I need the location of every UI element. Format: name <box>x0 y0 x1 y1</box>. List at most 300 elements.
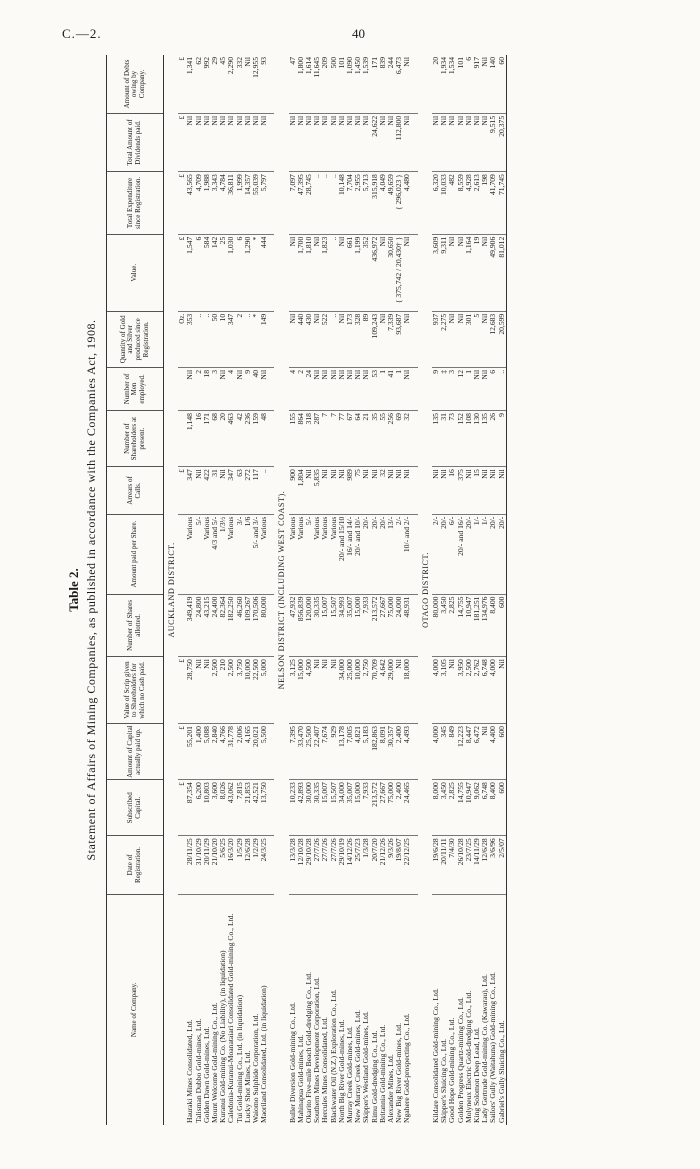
table-cell: 36,811 <box>227 172 235 235</box>
table-cell: 75,000 <box>387 780 395 836</box>
table-cell: 25/7/23 <box>354 836 362 894</box>
table-cell: 8,026 <box>219 780 227 836</box>
table-cell: 2,290 <box>227 55 235 113</box>
table-cell: 140 <box>489 55 497 113</box>
table-cell: 989 <box>346 467 354 514</box>
table-cell: 301 <box>465 311 473 367</box>
table-cell: Nil <box>289 311 297 367</box>
table-cell: 75,000 <box>387 594 395 657</box>
table-cell: 89 <box>362 311 370 367</box>
table-cell: 422 <box>203 467 211 514</box>
table-cell: 6,200 <box>195 780 203 836</box>
table-cell: Nil <box>346 367 354 410</box>
table-row <box>387 55 395 1125</box>
table-cell: Nil <box>481 113 489 171</box>
company-name: Rimu Gold-dredging Co., Ltd. <box>369 1030 379 1123</box>
table-cell: Nil <box>481 724 489 780</box>
table-cell: 1/3½ <box>219 514 227 594</box>
table-cell: 2,006 <box>236 724 244 780</box>
table-cell: 71,745 <box>498 172 507 235</box>
table-cell: 1,341 <box>186 55 194 113</box>
table-cell: 5,088 <box>203 724 211 780</box>
table-cell: 1,164 <box>465 234 473 311</box>
table-cell: 25,000 <box>346 657 354 724</box>
table-cell: 20/- and 16/- <box>457 514 465 594</box>
table-cell: 49,659 <box>387 172 395 235</box>
table-cell: 30,335 <box>313 594 321 657</box>
table-cell: 9/3/26 <box>387 836 395 894</box>
table-cell: 22,500 <box>252 657 260 724</box>
table-cell: 6,473 <box>395 55 403 113</box>
table-cell: 18,000 <box>403 657 411 724</box>
district-heading: AUCKLAND DISTRICT. <box>167 542 176 638</box>
table-cell: Nil <box>195 113 203 171</box>
table-cell: 6 <box>195 234 203 311</box>
table-cell: 3/6/96 <box>489 836 497 894</box>
table-cell: .. <box>244 311 252 367</box>
table-cell: 30,335 <box>313 780 321 836</box>
table-cell: 12/6/28 <box>244 836 252 894</box>
table-cell: 23/7/25 <box>465 836 473 894</box>
table-cell: 7,815 <box>236 780 244 836</box>
header-row <box>107 55 164 1125</box>
table-cell: 40 <box>252 367 260 410</box>
table-cell: 170,506 <box>252 594 260 657</box>
table-cell: 21/12/26 <box>379 836 387 894</box>
table-cell: Nil <box>338 367 346 410</box>
table-cell: 24,465 <box>403 780 411 836</box>
table-cell: 24 <box>305 367 313 410</box>
table-row <box>481 55 489 1125</box>
table-cell: 430 <box>305 311 313 367</box>
column-header: Number of Shares allotted. <box>107 594 164 657</box>
table-cell: 7/4/30 <box>448 836 456 894</box>
table-cell: 1,614 <box>305 55 313 113</box>
table-cell: 171 <box>203 411 211 467</box>
table-cell: 19/8/07 <box>395 836 403 894</box>
table-cell: Nil <box>473 367 481 410</box>
table-cell: 2,840 <box>211 724 219 780</box>
table-cell: 13/3/28 <box>289 836 297 894</box>
table-row <box>305 55 313 1125</box>
table-cell: 20,599 <box>498 311 507 367</box>
company-name: Tui Gold-mining Co., Ltd. (in liquidation) <box>234 995 244 1123</box>
table-cell: 34,000 <box>338 780 346 836</box>
table-cell: Nil <box>244 113 252 171</box>
table-cell: 10,233 <box>289 780 297 836</box>
statement-title: Statement of Affairs of Mining Companies, as published in accordance with the Companies Act, 1908. <box>84 319 98 861</box>
table-cell: Various <box>203 514 211 594</box>
table-cell: 31/10/29 <box>195 836 203 894</box>
table-cell: 5 <box>473 311 481 367</box>
table-label: Table 2. <box>66 568 81 612</box>
table-cell: 2,400 <box>395 780 403 836</box>
table-cell: 15,007 <box>321 594 329 657</box>
table-cell: Nil <box>379 311 387 367</box>
table-cell: 42,521 <box>252 780 260 836</box>
table-cell: 171 <box>371 55 379 113</box>
table-cell: 256 <box>387 411 395 467</box>
table-cell: 35,007 <box>346 780 354 836</box>
table-cell: 28,750 <box>186 657 194 724</box>
table-cell: 3 <box>448 367 456 410</box>
table-cell: 50 <box>211 311 219 367</box>
table-cell: Nil <box>481 55 489 113</box>
table-row <box>330 55 338 1125</box>
table-cell: Nil <box>481 234 489 311</box>
table-row <box>498 55 507 1125</box>
table-cell: 173 <box>346 311 354 367</box>
table-cell: Nil <box>330 657 338 724</box>
table-row <box>379 55 387 1125</box>
company-name: Golden Progress Quartz-mining Co., Ltd. <box>455 997 465 1123</box>
column-header: Number of Shareholders at present. <box>107 411 164 467</box>
table-cell: 10,947 <box>465 594 473 657</box>
table-cell: 353 <box>186 311 194 367</box>
table-cell: Nil <box>354 113 362 171</box>
table-cell: 42 <box>236 411 244 467</box>
table-cell: 15,000 <box>354 594 362 657</box>
table-cell: 839 <box>379 55 387 113</box>
table-cell: Nil <box>379 234 387 311</box>
table-cell: 63 <box>236 467 244 514</box>
table-cell: 500 <box>330 55 338 113</box>
table-cell: 661 <box>346 234 354 311</box>
table-cell: Nil <box>195 657 203 724</box>
table-cell: 5/6/25 <box>219 836 227 894</box>
table-cell: Nil <box>498 657 507 724</box>
table-cell: Various <box>260 514 268 594</box>
table-cell: { 296,023 } <box>395 172 403 235</box>
table-row <box>465 55 473 1125</box>
table-row <box>227 55 235 1125</box>
table-cell: 159 <box>252 411 260 467</box>
company-name: Caledonia-Kuranui-Moanataiari Consolidated Gold-mining Co., Ltd. <box>226 913 236 1123</box>
unit-cell: £ <box>178 657 186 724</box>
table-cell: 9 <box>432 367 440 410</box>
table-cell: 4 <box>227 367 235 410</box>
table-cell: 152 <box>457 411 465 467</box>
table-cell: 7 <box>321 411 329 467</box>
company-name: Buller Diversion Gold-mining Co., Ltd. <box>287 1002 297 1123</box>
company-name: Hauraki Mines Consolidated, Ltd. <box>185 1019 195 1123</box>
table-cell: 929 <box>330 724 338 780</box>
table-cell: 4,000 <box>432 657 440 724</box>
table-cell: 20/- and 10/- <box>354 514 362 594</box>
table-cell: 109,267 <box>244 594 252 657</box>
unit-cell: £ <box>178 780 186 836</box>
table-cell: 9 <box>498 411 507 467</box>
table-cell: 20/- <box>465 514 473 594</box>
column-header: Value. <box>107 234 164 311</box>
table-cell: 1,700 <box>297 234 305 311</box>
table-cell: 7,097 <box>289 172 297 235</box>
table-cell: Nil <box>395 467 403 514</box>
table-cell: 25,500 <box>305 724 313 780</box>
table-cell: Various <box>289 514 297 594</box>
table-cell: 15 <box>473 467 481 514</box>
table-row <box>195 55 203 1125</box>
table-cell: Nil <box>186 367 194 410</box>
table-cell: 55 <box>379 411 387 467</box>
table-cell: 4,000 <box>489 657 497 724</box>
table-cell: 19/6/28 <box>432 836 440 894</box>
table-cell: 12,683 <box>489 311 497 367</box>
table-cell: 2,500 <box>465 657 473 724</box>
district-heading: OTAGO DISTRICT. <box>420 552 430 628</box>
table-cell: Nil <box>403 467 411 514</box>
table-cell: 2/5/07 <box>498 836 507 894</box>
company-name: Lucky Shot Mines, Ltd. <box>242 1050 252 1123</box>
table-cell: Nil <box>321 113 329 171</box>
table-cell: 27/7/26 <box>330 836 338 894</box>
column-header: Number of Men employed. <box>107 367 164 410</box>
table-cell: Nil <box>186 113 194 171</box>
table-cell: 3,450 <box>440 780 448 836</box>
table-cell: 2,825 <box>448 594 456 657</box>
table-row <box>440 55 448 1125</box>
table-cell: 1/5/29 <box>236 836 244 894</box>
table-cell: 49,906 <box>489 234 497 311</box>
table-row <box>186 55 194 1125</box>
table-cell: 181,251 <box>473 594 481 657</box>
table-cell: Nil <box>321 367 329 410</box>
table-cell: 1,534 <box>448 55 456 113</box>
table-cell: 4,165 <box>244 724 252 780</box>
table-row <box>260 55 268 1125</box>
table-cell: .. <box>330 234 338 311</box>
table-cell: 77 <box>338 411 346 467</box>
table-cell: 14/12/26 <box>346 836 354 894</box>
table-cell: Nil <box>403 311 411 367</box>
table-row <box>244 55 252 1125</box>
table-cell: 20/- <box>440 514 448 594</box>
table-cell: 7,005 <box>346 724 354 780</box>
table-cell: 1,988 <box>203 172 211 235</box>
table-cell: 349,419 <box>186 594 194 657</box>
table-cell: 5/- <box>195 514 203 594</box>
table-cell: 26 <box>489 411 497 467</box>
district-heading: NELSON DISTRICT (INCLUDING WEST COAST). <box>277 490 287 690</box>
table-cell: 1,290 <box>244 234 252 311</box>
table-cell: 864 <box>297 411 305 467</box>
table-cell: Nil <box>498 467 507 514</box>
table-cell: 10,803 <box>203 780 211 836</box>
table-cell: 21 <box>362 411 370 467</box>
table-cell: 600 <box>498 780 507 836</box>
company-name: Blackwater Oil (N.Z.) Exploration Co., Ltd. <box>328 989 338 1123</box>
table-cell: 32 <box>403 411 411 467</box>
table-cell: 7,933 <box>362 780 370 836</box>
table-cell: 213,572 <box>371 594 379 657</box>
table-cell: .. <box>260 467 268 514</box>
table-cell: 3,609 <box>432 234 440 311</box>
table-cell: 48,931 <box>403 594 411 657</box>
table-cell: .. <box>321 172 329 235</box>
table-cell: 2/- <box>432 514 440 594</box>
table-cell: 440 <box>297 311 305 367</box>
table-cell: 4,493 <box>403 724 411 780</box>
table-cell: 27/7/26 <box>313 836 321 894</box>
table-cell: { 375,742 / 20,430† } <box>395 234 403 311</box>
table-cell: Nil <box>371 467 379 514</box>
unit-cell: £ <box>178 55 186 113</box>
table-cell: 2/- <box>395 514 403 594</box>
table-cell: Nil <box>362 367 370 410</box>
table-cell: 9 <box>244 367 252 410</box>
table-cell: 7,339 <box>387 311 395 367</box>
mining-companies-table <box>106 55 507 1125</box>
table-cell: Nil <box>362 467 370 514</box>
table-cell: 444 <box>260 234 268 311</box>
table-cell: 109,243 <box>371 311 379 367</box>
company-name: Mahinapua Gold-mines, Ltd. <box>295 1034 305 1123</box>
table-cell: 7 <box>330 411 338 467</box>
company-name: Molyneux Electric Gold-dredging Co., Ltd. <box>463 990 473 1123</box>
table-cell: 992 <box>203 55 211 113</box>
company-name: Okarito Five-mile Beach Gold-dredging Co., Ltd. <box>304 972 314 1123</box>
table-cell: 6 <box>236 234 244 311</box>
table-cell: 5,835 <box>313 467 321 514</box>
table-cell: Nil <box>465 113 473 171</box>
table-cell: Nil <box>313 657 321 724</box>
table-cell: 347 <box>227 467 235 514</box>
table-cell: 1/- <box>473 514 481 594</box>
table-cell: 5/- and 3/- <box>252 514 260 594</box>
company-name: Britannia Gold-mining Co., Ltd. <box>377 1024 387 1123</box>
table-cell: 347 <box>227 311 235 367</box>
rotated-table-page <box>62 55 682 1125</box>
table-cell: 5,797 <box>260 172 268 235</box>
table-cell: 20/11/11 <box>440 836 448 894</box>
table-cell: 1/3/28 <box>362 836 370 894</box>
table-cell: 6 <box>489 367 497 410</box>
table-cell: 31,778 <box>227 724 235 780</box>
table-cell: 16/3/20 <box>227 836 235 894</box>
table-cell: 10/- and 2/- <box>403 514 411 594</box>
table-cell: 34,000 <box>338 657 346 724</box>
table-cell: 93,687 <box>395 311 403 367</box>
table-cell: 1,450 <box>354 55 362 113</box>
table-cell: 3,450 <box>440 594 448 657</box>
table-cell: 2,500 <box>211 657 219 724</box>
table-cell: 213,572 <box>371 780 379 836</box>
table-cell: 15,007 <box>321 780 329 836</box>
table-cell: 35,007 <box>346 594 354 657</box>
table-cell: Nil <box>403 55 411 113</box>
table-cell: 108 <box>465 411 473 467</box>
table-cell: 12,955 <box>252 55 260 113</box>
column-header: Amount paid per Share. <box>107 514 164 594</box>
company-name: Ngahere Gold-prospecting Co., Ltd. <box>402 1013 412 1123</box>
company-name: Gabriel's Gully Sluicing Co., Ltd. <box>498 894 507 1125</box>
table-cell: 600 <box>498 594 507 657</box>
table-cell: Nil <box>219 113 227 171</box>
company-name: Kuranui Gold-mining Co. (No Liability), (in liquidation) <box>218 950 228 1123</box>
table-cell: .. <box>330 172 338 235</box>
table-cell: 47 <box>289 55 297 113</box>
company-name: New Murray Creek Gold-mines, Ltd. <box>353 1009 363 1123</box>
table-cell: Nil <box>465 467 473 514</box>
table-cell: 15,507 <box>330 780 338 836</box>
table-cell: 55,201 <box>186 724 194 780</box>
table-cell: 1,400 <box>195 724 203 780</box>
table-cell: 30,000 <box>305 780 313 836</box>
table-cell: Nil <box>195 467 203 514</box>
table-cell: 70,709 <box>371 657 379 724</box>
table-cell: Nil <box>403 367 411 410</box>
table-cell: 35 <box>371 411 379 467</box>
table-cell: 112,800 <box>395 113 403 171</box>
table-cell: 3,105 <box>440 657 448 724</box>
table-cell: 236 <box>244 411 252 467</box>
table-cell: 20/- <box>362 514 370 594</box>
table-cell: 849 <box>448 724 456 780</box>
table-cell: Nil <box>448 113 456 171</box>
table-cell: 73 <box>448 411 456 467</box>
table-cell: .. <box>330 311 338 367</box>
table-cell: 34,993 <box>338 594 346 657</box>
table-cell: Nil <box>219 467 227 514</box>
table-cell: 24,000 <box>395 594 403 657</box>
table-cell: Nil <box>321 467 329 514</box>
table-cell: Various <box>330 514 338 594</box>
table-row <box>457 55 465 1125</box>
table-cell: Nil <box>457 113 465 171</box>
table-cell: 30,650 <box>387 234 395 311</box>
company-name: Sailors' Gully (Waitahuna) Gold-mining Co., Ltd. <box>488 972 498 1123</box>
table-cell: 1,999 <box>236 172 244 235</box>
table-cell: Various <box>297 514 305 594</box>
units-row <box>178 55 186 1125</box>
table-cell: 142 <box>211 234 219 311</box>
table-cell: Nil <box>432 467 440 514</box>
table-cell: 1,804 <box>297 467 305 514</box>
table-cell: 5/- <box>305 514 313 594</box>
table-cell: 120,000 <box>305 594 313 657</box>
table-cell: 16/- and 14/- <box>346 514 354 594</box>
table-cell: 67 <box>346 411 354 467</box>
table-cell: Nil <box>338 234 346 311</box>
table-cell: Nil <box>321 657 329 724</box>
table-cell: 18 <box>203 367 211 410</box>
unit-cell: £ <box>178 467 186 514</box>
table-cell: 60 <box>498 55 507 113</box>
table-cell: 20/11/29 <box>203 836 211 894</box>
table-cell: * <box>252 234 260 311</box>
table-cell: Nil <box>203 113 211 171</box>
table-cell: 332 <box>236 55 244 113</box>
table-cell: 1/6 <box>244 514 252 594</box>
table-cell: 3,343 <box>211 172 219 235</box>
district-heading-row <box>274 55 288 1125</box>
table-cell: 2 <box>195 367 203 410</box>
table-cell: Nil <box>260 367 268 410</box>
table-cell: 9,515 <box>489 113 497 171</box>
table-cell: Nil <box>440 113 448 171</box>
table-cell: 7,674 <box>321 724 329 780</box>
table-cell: 4,480 <box>403 172 411 235</box>
company-name: North Big River Gold-mines, Ltd. <box>336 1019 346 1123</box>
column-header: Subscribed Capital. <box>107 780 164 836</box>
table-row <box>203 55 211 1125</box>
table-cell: 12,223 <box>457 724 465 780</box>
table-cell: 135 <box>432 411 440 467</box>
table-cell: Nil <box>489 467 497 514</box>
table-cell: Nil <box>448 311 456 367</box>
company-name: Murray Creek Gold-mines, Ltd. <box>345 1026 355 1123</box>
table-cell: 6/- <box>448 514 456 594</box>
